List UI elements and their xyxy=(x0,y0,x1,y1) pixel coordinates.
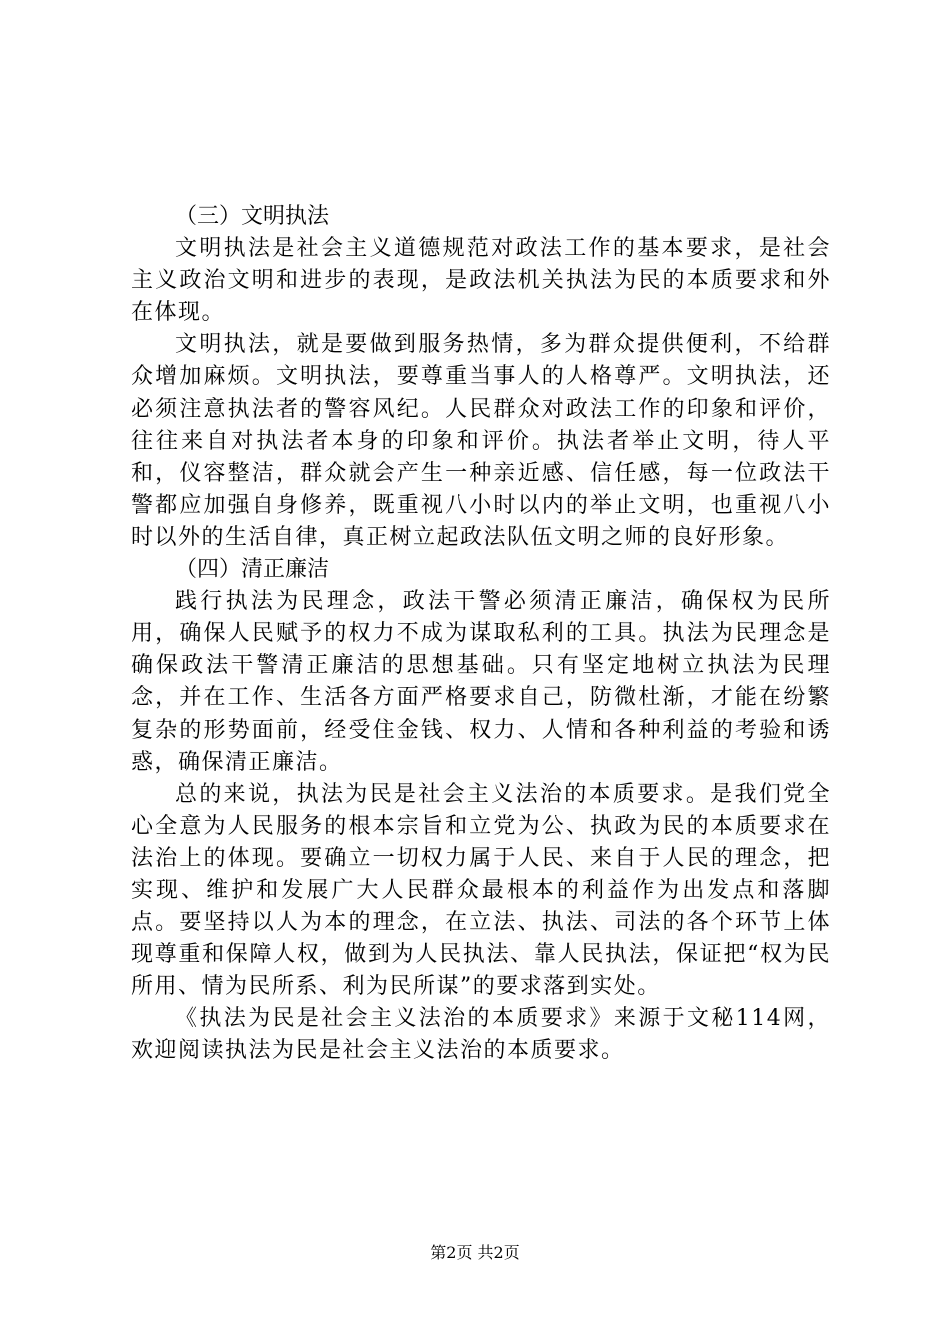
section-heading-civilized-enforcement: （三）文明执法 xyxy=(175,204,330,229)
page-footer: 第2页 共2页 xyxy=(430,1243,520,1262)
paragraph: 文明执法，就是要做到服务热情，多为群众提供便利，不给群众增加麻烦。文明执法，要尊重当事人的人格尊严。文明执法，还必须注意执法者的警容风纪。人民群众对政法工作的印象和评价，往往来自对执法者本身的印象和评价。执法者举止文明，待人平和，仪容整洁，群众就会产生一种亲近感、信任感，每一位政法干警都应加强自身修养，既重视八小时以内的举止文明，也重视八小时以外的生活自律，真正树立起政法队伍文明之师的良好形象。 xyxy=(131,332,831,550)
paragraph: 总的来说，执法为民是社会主义法治的本质要求。是我们党全心全意为人民服务的根本宗旨和立党为公、执政为民的本质要求在法治上的体现。要确立一切权力属于人民、来自于人民的理念，把实现、维护和发展广大人民群众最根本的利益作为出发点和落脚点。要坚持以人为本的理念，在立法、执法、司法的各个环节上体现尊重和保障人权，做到为人民执法、靠人民执法，保证把“权为民所用、情为民所系、利为民所谋”的要求落到实处。 xyxy=(131,781,831,1000)
paragraph: 践行执法为民理念，政法干警必须清正廉洁，确保权为民所用，确保人民赋予的权力不成为谋取私利的工具。执法为民理念是确保政法干警清正廉洁的思想基础。只有坚定地树立执法为民理念，并在工作、生活各方面严格要求自己，防微杜渐，才能在纷繁复杂的形势面前，经受住金钱、权力、人情和各种利益的考验和诱惑，确保清正廉洁。 xyxy=(131,589,831,775)
paragraph: 文明执法是社会主义道德规范对政法工作的基本要求，是社会主义政治文明和进步的表现，是政法机关执法为民的本质要求和外在体现。 xyxy=(131,236,831,326)
document-body xyxy=(131,201,831,1068)
section-heading-integrity: （四）清正廉洁 xyxy=(175,557,330,583)
paragraph: 《执法为民是社会主义法治的本质要求》来源于文秘114网，欢迎阅读执法为民是社会主义法治的本质要求。 xyxy=(131,1006,831,1064)
